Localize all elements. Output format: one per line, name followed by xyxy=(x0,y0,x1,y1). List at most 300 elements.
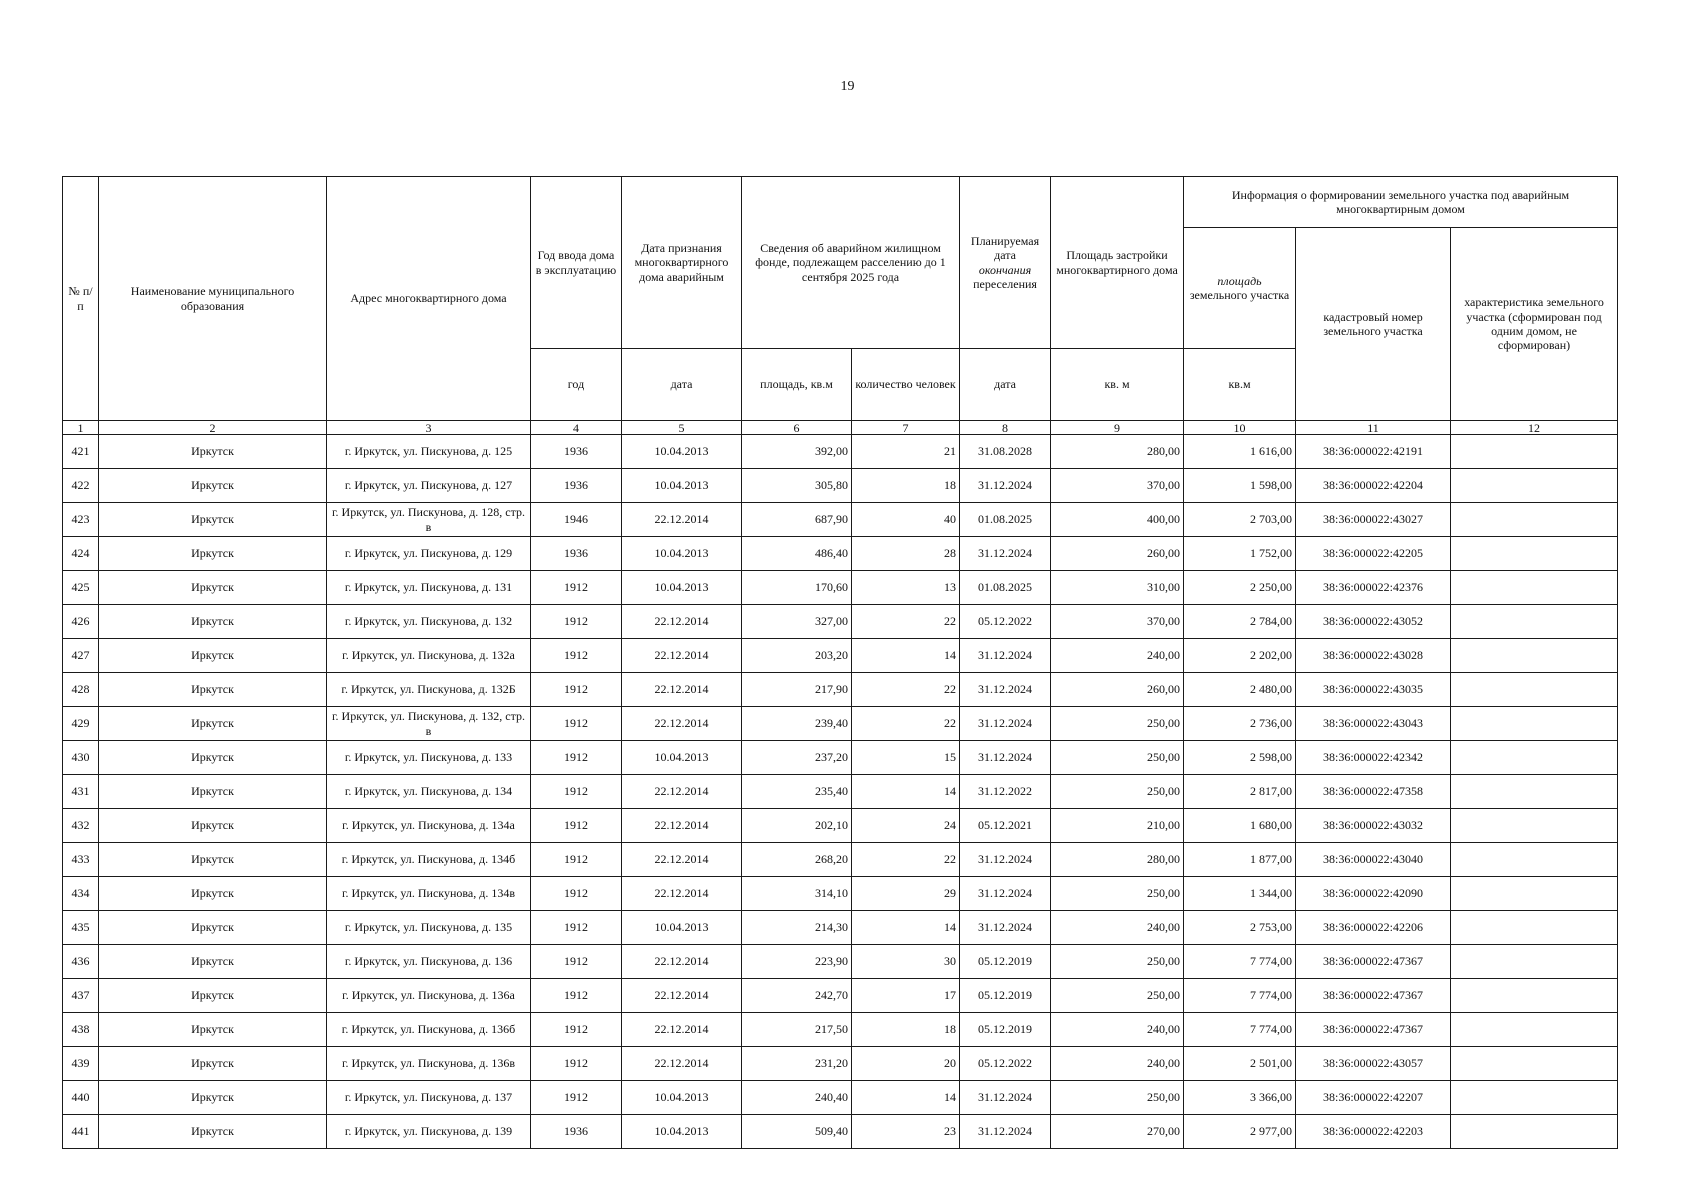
cell-planned-date: 05.12.2021 xyxy=(960,809,1051,843)
header-emergency-date: Дата признания многоквартирного дома аварийным xyxy=(622,177,742,349)
column-number: 5 xyxy=(622,421,742,435)
cell-land-area: 2 753,00 xyxy=(1184,911,1296,945)
cell-cadastral-number: 38:36:000022:43027 xyxy=(1296,503,1451,537)
planned-date-line2: окончания xyxy=(978,262,1032,277)
cell-commission-year: 1936 xyxy=(531,469,622,503)
table-row xyxy=(63,605,1618,639)
page-number: 19 xyxy=(840,79,855,94)
cell-emergency-date: 10.04.2013 xyxy=(622,469,742,503)
cell-land-characteristic xyxy=(1451,775,1618,809)
cell-commission-year: 1912 xyxy=(531,1081,622,1115)
cell-land-characteristic xyxy=(1451,877,1618,911)
cell-building-area: 250,00 xyxy=(1051,945,1184,979)
column-number: 1 xyxy=(63,421,99,435)
cell-building-area: 240,00 xyxy=(1051,1047,1184,1081)
cell-land-area: 2 784,00 xyxy=(1184,605,1296,639)
cell-land-area: 2 817,00 xyxy=(1184,775,1296,809)
cell-emergency-date: 10.04.2013 xyxy=(622,911,742,945)
cell-area: 240,40 xyxy=(742,1081,852,1115)
cell-emergency-date: 22.12.2014 xyxy=(622,605,742,639)
cell-planned-date: 31.12.2024 xyxy=(960,1081,1051,1115)
cell-people: 13 xyxy=(852,571,960,605)
cell-cadastral-number: 38:36:000022:43040 xyxy=(1296,843,1451,877)
cell-address: г. Иркутск, ул. Пискунова, д. 134б xyxy=(327,843,531,877)
cell-area: 392,00 xyxy=(742,435,852,469)
cell-land-characteristic xyxy=(1451,911,1618,945)
unit-land-area: кв.м xyxy=(1184,349,1296,421)
header-land-area xyxy=(1184,228,1296,349)
cell-emergency-date: 22.12.2014 xyxy=(622,945,742,979)
cell-cadastral-number: 38:36:000022:43052 xyxy=(1296,605,1451,639)
cell-building-area: 250,00 xyxy=(1051,1081,1184,1115)
column-number: 9 xyxy=(1051,421,1184,435)
header-municipality: Наименование муниципального образования xyxy=(99,177,327,421)
table-row xyxy=(63,503,1618,537)
cell-municipality: Иркутск xyxy=(99,1081,327,1115)
cell-area: 305,80 xyxy=(742,469,852,503)
cell-land-characteristic xyxy=(1451,979,1618,1013)
cell-municipality: Иркутск xyxy=(99,673,327,707)
table-header xyxy=(63,177,1618,435)
cell-people: 23 xyxy=(852,1115,960,1149)
cell-planned-date: 31.12.2024 xyxy=(960,741,1051,775)
cell-commission-year: 1912 xyxy=(531,877,622,911)
table-row xyxy=(63,911,1618,945)
cell-emergency-date: 22.12.2014 xyxy=(622,809,742,843)
cell-land-area: 2 202,00 xyxy=(1184,639,1296,673)
cell-address: г. Иркутск, ул. Пискунова, д. 127 xyxy=(327,469,531,503)
cell-area: 214,30 xyxy=(742,911,852,945)
cell-cadastral-number: 38:36:000022:42205 xyxy=(1296,537,1451,571)
cell-people: 14 xyxy=(852,1081,960,1115)
cell-commission-year: 1912 xyxy=(531,809,622,843)
cell-commission-year: 1912 xyxy=(531,571,622,605)
cell-cadastral-number: 38:36:000022:47358 xyxy=(1296,775,1451,809)
cell-area: 202,10 xyxy=(742,809,852,843)
cell-municipality: Иркутск xyxy=(99,435,327,469)
unit-planned-date: дата xyxy=(960,349,1051,421)
cell-building-area: 210,00 xyxy=(1051,809,1184,843)
cell-cadastral-number: 38:36:000022:42191 xyxy=(1296,435,1451,469)
cell-people: 14 xyxy=(852,639,960,673)
cell-area: 687,90 xyxy=(742,503,852,537)
cell-address: г. Иркутск, ул. Пискунова, д. 128, стр. в xyxy=(327,503,531,537)
cell-address: г. Иркутск, ул. Пискунова, д. 133 xyxy=(327,741,531,775)
cell-area: 314,10 xyxy=(742,877,852,911)
cell-commission-year: 1912 xyxy=(531,605,622,639)
cell-people: 40 xyxy=(852,503,960,537)
header-cadastral-number: кадастровый номер земельного участка xyxy=(1296,228,1451,421)
cell-commission-year: 1912 xyxy=(531,741,622,775)
cell-land-characteristic xyxy=(1451,639,1618,673)
cell-cadastral-number: 38:36:000022:43057 xyxy=(1296,1047,1451,1081)
cell-emergency-date: 10.04.2013 xyxy=(622,435,742,469)
cell-planned-date: 05.12.2019 xyxy=(960,1013,1051,1047)
emergency-housing-table xyxy=(62,176,1618,1149)
cell-building-area: 250,00 xyxy=(1051,707,1184,741)
cell-address: г. Иркутск, ул. Пискунова, д. 134а xyxy=(327,809,531,843)
cell-planned-date: 31.12.2024 xyxy=(960,673,1051,707)
cell-people: 22 xyxy=(852,707,960,741)
cell-municipality: Иркутск xyxy=(99,537,327,571)
cell-planned-date: 31.12.2024 xyxy=(960,911,1051,945)
cell-land-area: 2 736,00 xyxy=(1184,707,1296,741)
cell-address: г. Иркутск, ул. Пискунова, д. 134в xyxy=(327,877,531,911)
cell-area: 509,40 xyxy=(742,1115,852,1149)
cell-people: 18 xyxy=(852,1013,960,1047)
cell-municipality: Иркутск xyxy=(99,605,327,639)
cell-area: 486,40 xyxy=(742,537,852,571)
cell-building-area: 260,00 xyxy=(1051,537,1184,571)
cell-people: 20 xyxy=(852,1047,960,1081)
cell-cadastral-number: 38:36:000022:47367 xyxy=(1296,979,1451,1013)
cell-row-number: 435 xyxy=(63,911,99,945)
column-number: 4 xyxy=(531,421,622,435)
cell-emergency-date: 22.12.2014 xyxy=(622,707,742,741)
header-commission-year: Год ввода дома в эксплуатацию xyxy=(531,177,622,349)
cell-row-number: 430 xyxy=(63,741,99,775)
cell-commission-year: 1912 xyxy=(531,843,622,877)
cell-row-number: 427 xyxy=(63,639,99,673)
cell-cadastral-number: 38:36:000022:43028 xyxy=(1296,639,1451,673)
cell-people: 15 xyxy=(852,741,960,775)
cell-cadastral-number: 38:36:000022:47367 xyxy=(1296,945,1451,979)
cell-land-characteristic xyxy=(1451,1115,1618,1149)
cell-address: г. Иркутск, ул. Пискунова, д. 139 xyxy=(327,1115,531,1149)
cell-commission-year: 1912 xyxy=(531,707,622,741)
table-row xyxy=(63,741,1618,775)
column-number: 11 xyxy=(1296,421,1451,435)
cell-people: 17 xyxy=(852,979,960,1013)
cell-land-characteristic xyxy=(1451,809,1618,843)
cell-planned-date: 31.12.2024 xyxy=(960,639,1051,673)
cell-land-characteristic xyxy=(1451,707,1618,741)
cell-commission-year: 1936 xyxy=(531,1115,622,1149)
table-row xyxy=(63,673,1618,707)
cell-municipality: Иркутск xyxy=(99,979,327,1013)
cell-planned-date: 05.12.2019 xyxy=(960,945,1051,979)
cell-land-characteristic xyxy=(1451,571,1618,605)
cell-address: г. Иркутск, ул. Пискунова, д. 129 xyxy=(327,537,531,571)
cell-municipality: Иркутск xyxy=(99,945,327,979)
cell-address: г. Иркутск, ул. Пискунова, д. 136а xyxy=(327,979,531,1013)
cell-municipality: Иркутск xyxy=(99,1013,327,1047)
table-row xyxy=(63,979,1618,1013)
cell-row-number: 426 xyxy=(63,605,99,639)
cell-land-area: 7 774,00 xyxy=(1184,945,1296,979)
cell-area: 203,20 xyxy=(742,639,852,673)
cell-emergency-date: 22.12.2014 xyxy=(622,775,742,809)
cell-area: 235,40 xyxy=(742,775,852,809)
cell-building-area: 250,00 xyxy=(1051,741,1184,775)
table-row xyxy=(63,945,1618,979)
cell-row-number: 421 xyxy=(63,435,99,469)
cell-land-characteristic xyxy=(1451,1013,1618,1047)
cell-cadastral-number: 38:36:000022:43032 xyxy=(1296,809,1451,843)
cell-commission-year: 1912 xyxy=(531,1013,622,1047)
cell-people: 22 xyxy=(852,673,960,707)
table-body xyxy=(63,435,1618,1149)
header-planned-date xyxy=(960,177,1051,349)
table-row xyxy=(63,809,1618,843)
cell-address: г. Иркутск, ул. Пискунова, д. 132, стр. в xyxy=(327,707,531,741)
cell-commission-year: 1936 xyxy=(531,537,622,571)
planned-date-line3: переселения xyxy=(973,276,1037,291)
cell-cadastral-number: 38:36:000022:43035 xyxy=(1296,673,1451,707)
land-area-line2: земельного участка xyxy=(1189,288,1290,302)
column-number: 3 xyxy=(327,421,531,435)
cell-row-number: 432 xyxy=(63,809,99,843)
unit-year: год xyxy=(531,349,622,421)
cell-address: г. Иркутск, ул. Пискунова, д. 125 xyxy=(327,435,531,469)
cell-land-area: 2 480,00 xyxy=(1184,673,1296,707)
column-number-row xyxy=(63,421,1618,435)
cell-row-number: 441 xyxy=(63,1115,99,1149)
column-number: 7 xyxy=(852,421,960,435)
cell-cadastral-number: 38:36:000022:42376 xyxy=(1296,571,1451,605)
cell-building-area: 240,00 xyxy=(1051,639,1184,673)
cell-people: 30 xyxy=(852,945,960,979)
cell-building-area: 250,00 xyxy=(1051,979,1184,1013)
cell-planned-date: 31.12.2024 xyxy=(960,1115,1051,1149)
cell-people: 18 xyxy=(852,469,960,503)
column-number: 2 xyxy=(99,421,327,435)
cell-commission-year: 1912 xyxy=(531,979,622,1013)
cell-emergency-date: 22.12.2014 xyxy=(622,1013,742,1047)
cell-land-characteristic xyxy=(1451,945,1618,979)
cell-address: г. Иркутск, ул. Пискунова, д. 132 xyxy=(327,605,531,639)
cell-cadastral-number: 38:36:000022:42203 xyxy=(1296,1115,1451,1149)
cell-municipality: Иркутск xyxy=(99,877,327,911)
cell-building-area: 250,00 xyxy=(1051,775,1184,809)
cell-people: 24 xyxy=(852,809,960,843)
cell-row-number: 422 xyxy=(63,469,99,503)
cell-address: г. Иркутск, ул. Пискунова, д. 136б xyxy=(327,1013,531,1047)
cell-address: г. Иркутск, ул. Пискунова, д. 134 xyxy=(327,775,531,809)
cell-cadastral-number: 38:36:000022:42206 xyxy=(1296,911,1451,945)
cell-commission-year: 1912 xyxy=(531,639,622,673)
cell-planned-date: 05.12.2019 xyxy=(960,979,1051,1013)
cell-municipality: Иркутск xyxy=(99,571,327,605)
cell-municipality: Иркутск xyxy=(99,775,327,809)
cell-row-number: 436 xyxy=(63,945,99,979)
table-row xyxy=(63,1047,1618,1081)
cell-row-number: 428 xyxy=(63,673,99,707)
cell-people: 14 xyxy=(852,775,960,809)
table-row xyxy=(63,1013,1618,1047)
cell-land-area: 1 877,00 xyxy=(1184,843,1296,877)
column-number: 10 xyxy=(1184,421,1296,435)
column-number: 12 xyxy=(1451,421,1618,435)
cell-planned-date: 05.12.2022 xyxy=(960,605,1051,639)
cell-emergency-date: 10.04.2013 xyxy=(622,537,742,571)
planned-date-line1: Планируемая дата xyxy=(970,233,1040,263)
cell-emergency-date: 10.04.2013 xyxy=(622,1115,742,1149)
cell-people: 29 xyxy=(852,877,960,911)
cell-cadastral-number: 38:36:000022:42207 xyxy=(1296,1081,1451,1115)
cell-emergency-date: 10.04.2013 xyxy=(622,571,742,605)
table-row xyxy=(63,537,1618,571)
cell-area: 268,20 xyxy=(742,843,852,877)
cell-area: 237,20 xyxy=(742,741,852,775)
table-row xyxy=(63,639,1618,673)
cell-commission-year: 1946 xyxy=(531,503,622,537)
header-address: Адрес многоквартирного дома xyxy=(327,177,531,421)
cell-address: г. Иркутск, ул. Пискунова, д. 137 xyxy=(327,1081,531,1115)
cell-commission-year: 1912 xyxy=(531,673,622,707)
cell-land-area: 1 680,00 xyxy=(1184,809,1296,843)
header-emergency-fund: Сведения об аварийном жилищном фонде, подлежащем расселению до 1 сентября 2025 года xyxy=(742,177,960,349)
cell-area: 217,50 xyxy=(742,1013,852,1047)
cell-cadastral-number: 38:36:000022:47367 xyxy=(1296,1013,1451,1047)
cell-land-characteristic xyxy=(1451,537,1618,571)
cell-row-number: 423 xyxy=(63,503,99,537)
cell-people: 22 xyxy=(852,843,960,877)
cell-address: г. Иркутск, ул. Пискунова, д. 136в xyxy=(327,1047,531,1081)
cell-land-area: 2 501,00 xyxy=(1184,1047,1296,1081)
table-row xyxy=(63,843,1618,877)
header-land-characteristic: характеристика земельного участка (сформирован под одним домом, не сформирован) xyxy=(1451,228,1618,421)
header-building-area: Площадь застройки многоквартирного дома xyxy=(1051,177,1184,349)
cell-area: 231,20 xyxy=(742,1047,852,1081)
cell-address: г. Иркутск, ул. Пискунова, д. 135 xyxy=(327,911,531,945)
cell-emergency-date: 22.12.2014 xyxy=(622,877,742,911)
cell-area: 223,90 xyxy=(742,945,852,979)
cell-municipality: Иркутск xyxy=(99,503,327,537)
cell-commission-year: 1912 xyxy=(531,911,622,945)
cell-people: 14 xyxy=(852,911,960,945)
cell-land-area: 1 598,00 xyxy=(1184,469,1296,503)
cell-emergency-date: 10.04.2013 xyxy=(622,741,742,775)
cell-municipality: Иркутск xyxy=(99,809,327,843)
header-row-number: № п/п xyxy=(63,177,99,421)
cell-land-area: 2 250,00 xyxy=(1184,571,1296,605)
cell-land-characteristic xyxy=(1451,673,1618,707)
cell-planned-date: 31.12.2024 xyxy=(960,469,1051,503)
cell-municipality: Иркутск xyxy=(99,1115,327,1149)
column-number: 8 xyxy=(960,421,1051,435)
cell-municipality: Иркутск xyxy=(99,843,327,877)
cell-commission-year: 1912 xyxy=(531,1047,622,1081)
cell-people: 21 xyxy=(852,435,960,469)
cell-planned-date: 31.12.2024 xyxy=(960,707,1051,741)
cell-address: г. Иркутск, ул. Пискунова, д. 132а xyxy=(327,639,531,673)
cell-land-area: 1 752,00 xyxy=(1184,537,1296,571)
cell-municipality: Иркутск xyxy=(99,741,327,775)
cell-building-area: 280,00 xyxy=(1051,435,1184,469)
cell-building-area: 270,00 xyxy=(1051,1115,1184,1149)
cell-commission-year: 1912 xyxy=(531,945,622,979)
cell-municipality: Иркутск xyxy=(99,469,327,503)
cell-building-area: 280,00 xyxy=(1051,843,1184,877)
cell-row-number: 431 xyxy=(63,775,99,809)
cell-row-number: 437 xyxy=(63,979,99,1013)
cell-area: 242,70 xyxy=(742,979,852,1013)
unit-building-area: кв. м xyxy=(1051,349,1184,421)
cell-land-area: 2 977,00 xyxy=(1184,1115,1296,1149)
cell-planned-date: 05.12.2022 xyxy=(960,1047,1051,1081)
cell-row-number: 425 xyxy=(63,571,99,605)
cell-commission-year: 1936 xyxy=(531,435,622,469)
cell-land-characteristic xyxy=(1451,469,1618,503)
cell-area: 170,60 xyxy=(742,571,852,605)
cell-people: 28 xyxy=(852,537,960,571)
cell-row-number: 440 xyxy=(63,1081,99,1115)
cell-land-area: 3 366,00 xyxy=(1184,1081,1296,1115)
cell-planned-date: 01.08.2025 xyxy=(960,571,1051,605)
table-row xyxy=(63,1115,1618,1149)
cell-emergency-date: 10.04.2013 xyxy=(622,1081,742,1115)
cell-planned-date: 31.08.2028 xyxy=(960,435,1051,469)
cell-emergency-date: 22.12.2014 xyxy=(622,503,742,537)
land-area-line1: площадь xyxy=(1217,273,1262,288)
cell-land-area: 2 598,00 xyxy=(1184,741,1296,775)
cell-land-area: 1 344,00 xyxy=(1184,877,1296,911)
cell-cadastral-number: 38:36:000022:43043 xyxy=(1296,707,1451,741)
unit-area: площадь, кв.м xyxy=(742,349,852,421)
cell-land-characteristic xyxy=(1451,503,1618,537)
cell-building-area: 400,00 xyxy=(1051,503,1184,537)
table-row xyxy=(63,469,1618,503)
cell-planned-date: 31.12.2024 xyxy=(960,843,1051,877)
table-row xyxy=(63,435,1618,469)
cell-row-number: 433 xyxy=(63,843,99,877)
cell-address: г. Иркутск, ул. Пискунова, д. 136 xyxy=(327,945,531,979)
cell-address: г. Иркутск, ул. Пискунова, д. 132Б xyxy=(327,673,531,707)
cell-building-area: 250,00 xyxy=(1051,877,1184,911)
unit-date: дата xyxy=(622,349,742,421)
table-row xyxy=(63,1081,1618,1115)
cell-municipality: Иркутск xyxy=(99,1047,327,1081)
cell-building-area: 370,00 xyxy=(1051,605,1184,639)
cell-building-area: 310,00 xyxy=(1051,571,1184,605)
cell-planned-date: 31.12.2022 xyxy=(960,775,1051,809)
cell-area: 239,40 xyxy=(742,707,852,741)
cell-land-area: 1 616,00 xyxy=(1184,435,1296,469)
cell-building-area: 370,00 xyxy=(1051,469,1184,503)
cell-emergency-date: 22.12.2014 xyxy=(622,979,742,1013)
cell-land-characteristic xyxy=(1451,843,1618,877)
cell-row-number: 429 xyxy=(63,707,99,741)
column-number: 6 xyxy=(742,421,852,435)
cell-land-characteristic xyxy=(1451,1047,1618,1081)
cell-row-number: 438 xyxy=(63,1013,99,1047)
cell-row-number: 439 xyxy=(63,1047,99,1081)
cell-building-area: 240,00 xyxy=(1051,1013,1184,1047)
header-land-plot-group: Информация о формировании земельного участка под аварийным многоквартирным домом xyxy=(1184,177,1618,228)
cell-land-characteristic xyxy=(1451,741,1618,775)
cell-land-characteristic xyxy=(1451,435,1618,469)
cell-planned-date: 31.12.2024 xyxy=(960,537,1051,571)
cell-land-characteristic xyxy=(1451,1081,1618,1115)
cell-building-area: 260,00 xyxy=(1051,673,1184,707)
cell-building-area: 240,00 xyxy=(1051,911,1184,945)
cell-land-characteristic xyxy=(1451,605,1618,639)
cell-municipality: Иркутск xyxy=(99,911,327,945)
cell-row-number: 424 xyxy=(63,537,99,571)
cell-planned-date: 01.08.2025 xyxy=(960,503,1051,537)
cell-land-area: 2 703,00 xyxy=(1184,503,1296,537)
cell-area: 327,00 xyxy=(742,605,852,639)
cell-cadastral-number: 38:36:000022:42342 xyxy=(1296,741,1451,775)
cell-people: 22 xyxy=(852,605,960,639)
table-row xyxy=(63,877,1618,911)
cell-municipality: Иркутск xyxy=(99,639,327,673)
cell-cadastral-number: 38:36:000022:42204 xyxy=(1296,469,1451,503)
table-row xyxy=(63,571,1618,605)
cell-land-area: 7 774,00 xyxy=(1184,1013,1296,1047)
table-row xyxy=(63,707,1618,741)
